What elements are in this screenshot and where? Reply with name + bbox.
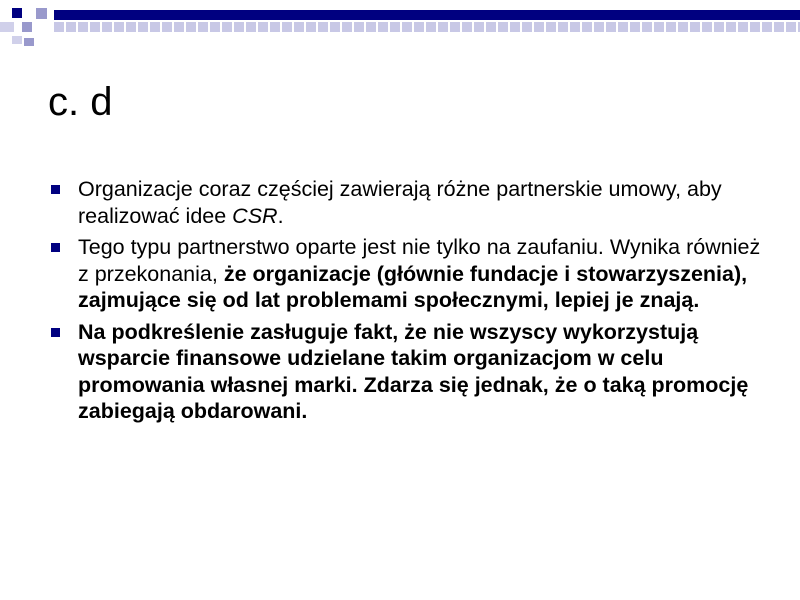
bullet-square-icon xyxy=(51,328,60,337)
bullet-item-trust xyxy=(48,234,768,314)
deco-checker-square xyxy=(438,22,448,32)
deco-checker-square xyxy=(726,22,736,32)
deco-square-mid xyxy=(36,8,47,19)
deco-checker-square xyxy=(642,22,652,32)
deco-checker-square xyxy=(702,22,712,32)
deco-checker-square xyxy=(498,22,508,32)
deco-checker-square xyxy=(138,22,148,32)
deco-checker-square xyxy=(90,22,100,32)
deco-checker-square xyxy=(270,22,280,32)
deco-square-mid-2 xyxy=(22,22,32,32)
deco-checker-square xyxy=(522,22,532,32)
deco-checker-square xyxy=(378,22,388,32)
deco-square-light-2 xyxy=(12,36,22,44)
deco-checker-square xyxy=(402,22,412,32)
bullet-text-bold: że organizacje (głównie fundacje i stowarzyszenia), zajmujące się od lat problemami społecznymi, lepiej je znają. xyxy=(78,261,748,312)
deco-checker-square xyxy=(282,22,292,32)
deco-checker-square xyxy=(450,22,460,32)
bullet-text: Tego typu partnerstwo oparte jest nie tylko na zaufaniu. Wynika również z przekonania, xyxy=(78,235,761,286)
deco-checker-square xyxy=(666,22,676,32)
deco-checker-square xyxy=(246,22,256,32)
deco-checker-square xyxy=(150,22,160,32)
deco-checker-square xyxy=(294,22,304,32)
deco-checker-square xyxy=(534,22,544,32)
deco-checker-square xyxy=(414,22,424,32)
deco-checker-square xyxy=(54,22,64,32)
bullet-text: Organizacje coraz częściej zawierają różne partnerskie umowy, aby realizować idee xyxy=(78,177,722,228)
deco-checker-square xyxy=(750,22,760,32)
deco-checker-square xyxy=(390,22,400,32)
deco-checker-square xyxy=(354,22,364,32)
deco-checker-square xyxy=(126,22,136,32)
deco-checker-band xyxy=(54,22,800,32)
deco-checker-square xyxy=(654,22,664,32)
deco-checker-square xyxy=(114,22,124,32)
deco-checker-square xyxy=(66,22,76,32)
deco-checker-square xyxy=(78,22,88,32)
deco-checker-square xyxy=(558,22,568,32)
deco-checker-square xyxy=(342,22,352,32)
deco-checker-square xyxy=(186,22,196,32)
deco-checker-square xyxy=(714,22,724,32)
deco-checker-square xyxy=(330,22,340,32)
deco-checker-square xyxy=(762,22,772,32)
deco-checker-square xyxy=(690,22,700,32)
corner-decoration xyxy=(0,0,800,50)
deco-checker-square xyxy=(606,22,616,32)
deco-checker-square xyxy=(306,22,316,32)
deco-checker-square xyxy=(678,22,688,32)
deco-checker-square xyxy=(618,22,628,32)
deco-square-mid-3 xyxy=(24,38,34,46)
deco-checker-square xyxy=(546,22,556,32)
bullet-square-icon xyxy=(51,185,60,194)
deco-checker-square xyxy=(102,22,112,32)
deco-checker-square xyxy=(486,22,496,32)
bullet-text-end: . xyxy=(277,203,284,228)
deco-checker-square xyxy=(774,22,784,32)
deco-checker-square xyxy=(474,22,484,32)
bullet-list xyxy=(48,176,768,430)
bullet-text-bold: Na podkreślenie zasługuje fakt, że nie wszyscy wykorzystują wsparcie finansowe udzielane takim organizacjom w celu promowania własnej marki. Zdarza się jednak, że o taką promocję zabiegają obdarowani. xyxy=(78,319,749,423)
deco-bar-navy xyxy=(54,10,800,20)
slide-title: c. d xyxy=(48,80,113,124)
bullet-square-icon xyxy=(51,243,60,252)
bullet-term-csr: CSR xyxy=(232,203,278,228)
deco-square-navy xyxy=(12,8,22,18)
deco-checker-square xyxy=(222,22,232,32)
deco-checker-square xyxy=(426,22,436,32)
deco-checker-square xyxy=(582,22,592,32)
deco-checker-square xyxy=(174,22,184,32)
deco-checker-square xyxy=(318,22,328,32)
bullet-item-csr-partnerships xyxy=(48,176,768,229)
deco-checker-square xyxy=(198,22,208,32)
deco-checker-square xyxy=(234,22,244,32)
deco-checker-square xyxy=(462,22,472,32)
deco-checker-square xyxy=(630,22,640,32)
deco-checker-square xyxy=(594,22,604,32)
bullet-item-financial-support xyxy=(48,319,768,425)
deco-checker-square xyxy=(570,22,580,32)
deco-checker-square xyxy=(210,22,220,32)
deco-square-light xyxy=(0,22,14,32)
deco-checker-square xyxy=(366,22,376,32)
deco-checker-square xyxy=(258,22,268,32)
deco-checker-square xyxy=(738,22,748,32)
deco-checker-square xyxy=(162,22,172,32)
deco-checker-square xyxy=(786,22,796,32)
deco-checker-square xyxy=(510,22,520,32)
